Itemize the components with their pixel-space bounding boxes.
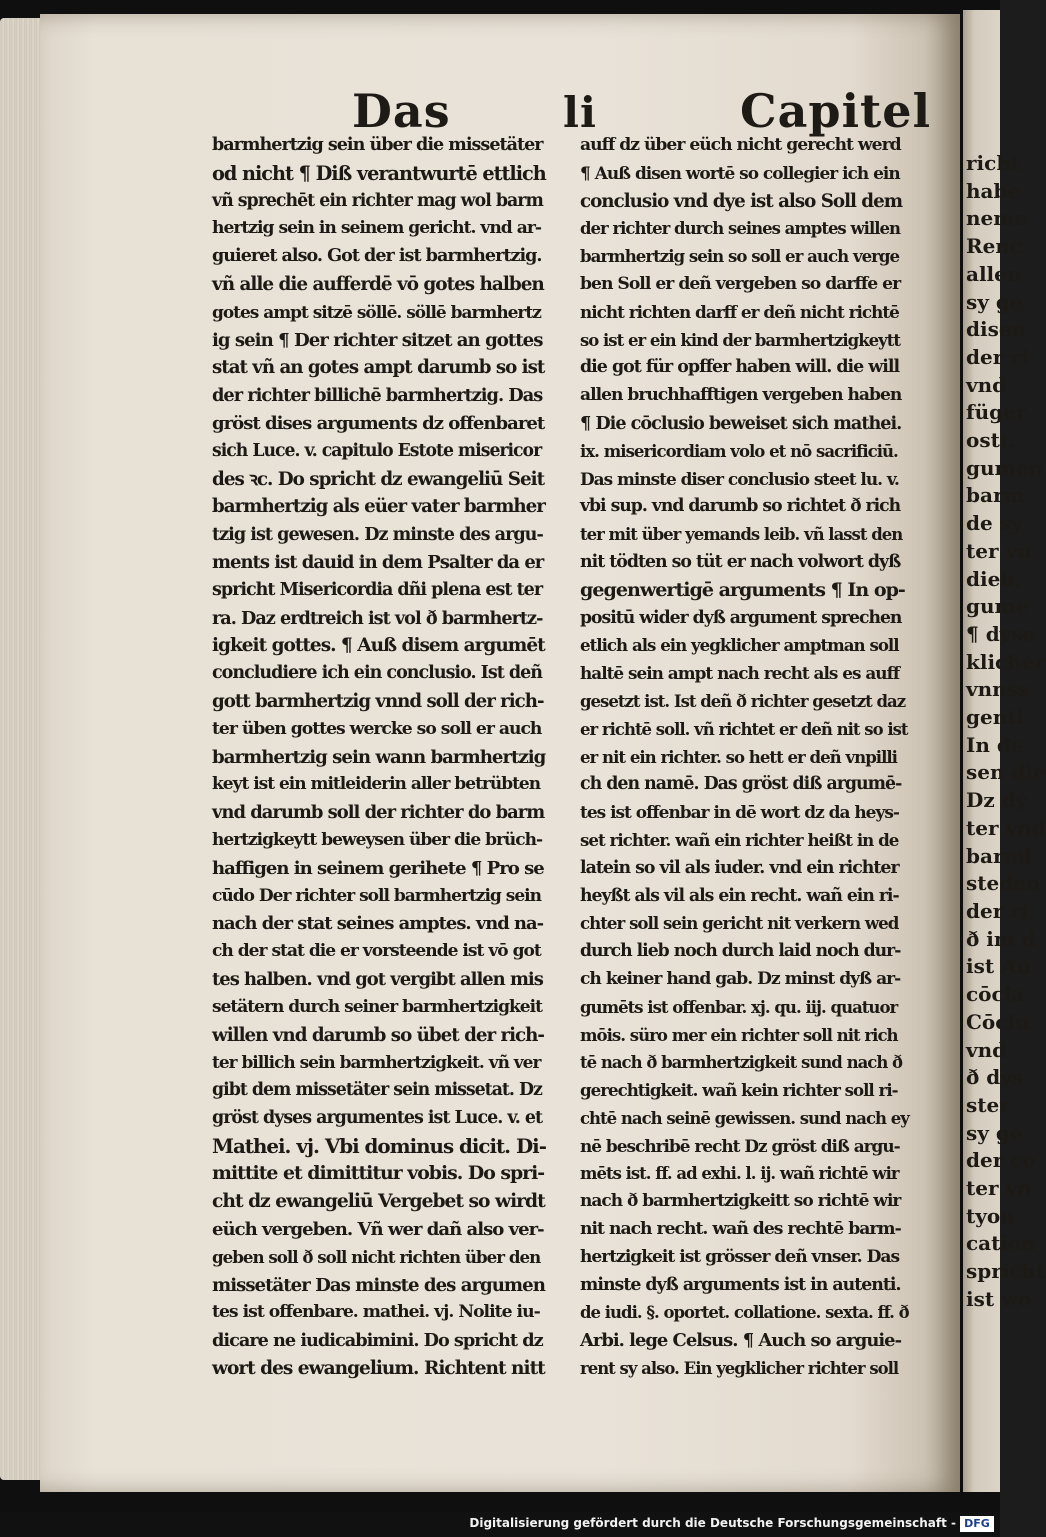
text-line: gotes ampt sitzē söllē. söllē barmhertz <box>212 301 541 322</box>
text-line: ch den namē. Das gröst diß argumē- <box>580 774 902 795</box>
text-line: mittite et dimittitur vobis. Do spri- <box>212 1162 545 1185</box>
text-line: der richter billichē barmhertzig. Das <box>212 385 543 407</box>
left-text-column <box>212 132 562 1383</box>
text-line: hertzig sein in seinem gericht. vnd ar- <box>212 218 541 239</box>
text-line: nicht richten darff er deñ nicht richtē <box>580 301 899 322</box>
text-line: keyt ist ein mitleiderin aller betrübten <box>212 774 541 795</box>
fragment-line: Renc <box>966 234 1023 259</box>
text-line: ix. misericordiam volo et nō sacrificiū. <box>580 440 898 461</box>
fragment-line: allen <box>966 261 1022 286</box>
fragment-line: der ri <box>966 344 1029 369</box>
text-line: sich Luce. v. capitulo Estote misericor <box>212 440 542 461</box>
text-line: vbi sup. vnd darumb so richtet ð rich <box>580 496 901 517</box>
fragment-line: cōcla <box>966 982 1025 1007</box>
fragment-line: sy ge <box>966 1120 1023 1145</box>
fragment-line: ster <box>966 1092 1010 1117</box>
text-line: barmhertzig als eüer vater barmher <box>212 496 545 518</box>
fragment-line: gume <box>966 594 1029 619</box>
fragment-line: ð im d <box>966 926 1037 951</box>
text-line: vñ alle die aufferdē vō gotes halben <box>212 273 544 295</box>
text-line: tes ist offenbar in dē wort dz da heys- <box>580 802 899 823</box>
fragment-line: ter vn <box>966 538 1032 563</box>
text-line: gerechtigkeit. wañ kein richter soll ri- <box>580 1080 898 1101</box>
text-line: set richter. wañ ein richter heißt in de <box>580 829 899 850</box>
text-line: durch lieb noch durch laid noch dur- <box>580 941 901 962</box>
fragment-line: füger <box>966 400 1027 425</box>
text-line: er richtē soll. vñ richtet er deñ nit so ist <box>580 719 908 739</box>
text-line: positū wider dyß argument sprechen <box>580 607 902 628</box>
text-line: Mathei. vj. Vbi dominus dicit. Di- <box>212 1133 546 1158</box>
text-line: wort des ewangelium. Richtent nitt <box>212 1358 545 1380</box>
text-line: ch keiner hand gab. Dz minst dyß ar- <box>580 968 901 989</box>
text-line: tes halben. vnd got vergibt allen mis <box>212 968 543 990</box>
fragment-line: sen die <box>966 760 1046 785</box>
fragment-line: habe <box>966 178 1021 203</box>
fragment-line: ter vn <box>966 1176 1032 1201</box>
text-line: Arbi. lege Celsus. ¶ Auch so arguie- <box>580 1330 902 1352</box>
text-line: cht dz ewangeliū Vergebet so wirdt <box>212 1190 545 1213</box>
text-line: de iudi. §. oportet. collatione. sexta. ff. ð <box>580 1303 909 1323</box>
text-line: stat vñ an gotes ampt darumb so ist <box>212 357 545 379</box>
running-head-right: Capitel <box>740 84 932 138</box>
fragment-line: barm <box>966 483 1025 508</box>
text-line: barmhertzig sein so soll er auch verge <box>580 246 900 267</box>
text-line: ter billich sein barmhertzigkeit. vñ ver <box>212 1052 541 1073</box>
text-line: nit tödten so tüt er nach volwort dyß <box>580 551 901 572</box>
right-text-column <box>580 132 920 1383</box>
text-line: mōis. süro mer ein richter soll nit rich <box>580 1024 898 1045</box>
fragment-line: ¶ dyse <box>966 621 1036 646</box>
text-line: barmhertzig sein wann barmhertzig <box>212 746 546 768</box>
text-line: gott barmhertzig vnnd soll der rich- <box>212 690 544 712</box>
fragment-line: vnnss <box>966 677 1030 702</box>
text-line: gibt dem missetäter sein missetat. Dz <box>212 1080 542 1101</box>
text-line: mēts ist. ff. ad exhi. l. ij. wañ richtē wir <box>580 1164 899 1184</box>
text-line: od nicht ¶ Diß verantwurtē ettlich <box>212 161 546 185</box>
text-line: der richter durch seines amptes willen <box>580 219 900 239</box>
fragment-line: de sy <box>966 511 1023 536</box>
text-line: haffigen in seinem gerihete ¶ Pro se <box>212 857 544 879</box>
text-line: haltē sein ampt nach recht als es auff <box>580 663 900 684</box>
text-line: rent sy also. Ein yegklicher richter soll <box>580 1359 899 1379</box>
text-line: gröst dyses argumentes ist Luce. v. et <box>212 1107 543 1128</box>
text-line: conclusio vnd dye ist also Soll dem <box>580 190 903 212</box>
fragment-line: dieb. <box>966 566 1022 591</box>
text-line: geben soll ð soll nicht richten über den <box>212 1246 541 1267</box>
fragment-line: ist wo <box>966 1286 1032 1311</box>
text-line: hertzigkeit ist grösser deñ vnser. Das <box>580 1246 900 1267</box>
text-line: gröst dises arguments dz offenbaret <box>212 412 545 434</box>
text-line: ra. Daz erdtreich ist vol ð barmhertz- <box>212 607 543 629</box>
text-line: des ꝛc. Do spricht dz ewangeliū Seit <box>212 468 545 490</box>
fragment-line: der ri <box>966 898 1029 923</box>
text-line: guieret also. Got der ist barmhertzig. <box>212 246 542 267</box>
text-line: gegenwertigē arguments ¶ In op- <box>580 578 905 601</box>
fragment-line: spricht <box>966 1259 1046 1284</box>
text-line: tes ist offenbare. mathei. vj. Nolite iu- <box>212 1302 540 1323</box>
text-line: die got für opffer haben will. die will <box>580 357 900 378</box>
text-line: heyßt als vil als ein recht. wañ ein ri- <box>580 885 899 906</box>
footer-bar <box>0 1512 1000 1537</box>
text-line: etlich als ein yegklicher amptman soll <box>580 635 899 656</box>
folio-number: li <box>563 88 597 137</box>
text-line: chtē nach seinē gewissen. sund nach ey <box>580 1108 909 1128</box>
fragment-line: sy ge <box>966 289 1023 314</box>
text-line: igkeit gottes. ¶ Auß disem argumēt <box>212 635 545 657</box>
fragment-line: ist Au <box>966 954 1032 979</box>
text-line: nach der stat seines amptes. vnd na- <box>212 913 544 935</box>
text-line: ¶ Auß disen wortē so collegier ich ein <box>580 162 900 183</box>
text-line: ments ist dauid in dem Psalter da er <box>212 551 544 573</box>
text-line: ch der stat die er vorsteende ist vō got <box>212 941 541 962</box>
text-line: Das minste diser conclusio steet lu. v. <box>580 468 899 489</box>
fragment-line: disen <box>966 317 1027 342</box>
text-line: chter soll sein gericht nit verkern wed <box>580 913 899 934</box>
text-line: auff dz über eüch nicht gerecht werd <box>580 135 901 155</box>
fragment-line: Cōclu <box>966 1009 1030 1034</box>
next-page-text-fragment <box>966 150 1046 1314</box>
text-line: missetäter Das minste des argumen <box>212 1274 545 1296</box>
text-line: nē beschribē recht Dz gröst diß argu- <box>580 1135 900 1156</box>
text-line: vnd darumb soll der richter do barm <box>212 802 545 824</box>
text-line: ter üben gottes wercke so soll er auch <box>212 718 542 739</box>
text-line: dicare ne iudicabimini. Do spricht dz <box>212 1330 543 1352</box>
fragment-line: ð dys <box>966 1065 1024 1090</box>
text-line: cūdo Der richter soll barmhertzig sein <box>212 885 541 906</box>
fragment-line: gumen <box>966 455 1043 480</box>
fragment-line: steden <box>966 871 1041 896</box>
text-line: so ist er ein kind der barmhertzigkeytt <box>580 330 900 350</box>
fragment-line: ter vnd <box>966 815 1046 840</box>
text-line: setätern durch seiner barmhertzigkeit <box>212 996 542 1017</box>
fragment-line: vnd <box>966 372 1007 397</box>
fragment-line: vnd <box>966 1037 1007 1062</box>
text-line: eüch vergeben. Vñ wer dañ also ver- <box>212 1219 544 1241</box>
text-line: concludiere ich ein conclusio. Ist deñ <box>212 663 543 684</box>
text-line: hertzigkeytt beweysen über die brüch- <box>212 829 543 850</box>
text-line: er nit ein richter. so hett er deñ vnpilli <box>580 746 897 767</box>
text-line: allen bruchhafftigen vergeben haben <box>580 385 902 406</box>
text-line: gumēts ist offenbar. xj. qu. iij. quatuor <box>580 996 898 1017</box>
fragment-line: In de <box>966 732 1024 757</box>
text-line: vñ sprechēt ein richter mag wol barm <box>212 190 543 211</box>
fragment-line: cation <box>966 1231 1036 1256</box>
fragment-line: richt <box>966 151 1021 175</box>
running-head-left: Das <box>352 84 451 138</box>
text-line: latein so vil als iuder. vnd ein richter <box>580 857 899 878</box>
text-line: ig sein ¶ Der richter sitzet an gottes <box>212 329 543 351</box>
text-line: nit nach recht. wañ des rechtē barm- <box>580 1219 901 1240</box>
page-edge-stack <box>0 18 44 1480</box>
text-line: minste dyß arguments ist in autenti. <box>580 1274 901 1295</box>
text-line: ter mit über yemands leib. vñ lasst den <box>580 525 903 545</box>
fragment-line: Dz dy <box>966 788 1028 813</box>
fragment-line: neme <box>966 206 1028 231</box>
dfg-logo: DFG <box>960 1516 994 1532</box>
text-line: ben Soll er deñ vergeben so darffe er <box>580 273 901 294</box>
fragment-line: klicher <box>966 649 1046 674</box>
fragment-line: der co <box>966 1148 1036 1173</box>
fragment-line: ostt. <box>966 428 1017 453</box>
text-line: nach ð barmhertzigkeitt so richtē wir <box>580 1191 901 1212</box>
text-line: willen vnd darumb so übet der rich- <box>212 1024 545 1046</box>
text-line: tē nach ð barmhertzigkeit sund nach ð <box>580 1053 903 1073</box>
text-line: spricht Misericordia dñi plena est ter <box>212 579 543 600</box>
fragment-line: barml <box>966 843 1033 868</box>
text-line: tzig ist gewesen. Dz minste des argu- <box>212 524 543 546</box>
text-line: ¶ Die cōclusio beweiset sich mathei. <box>580 412 902 434</box>
text-line: barmhertzig sein über die missetäter <box>212 135 543 155</box>
funding-credit: Digitalisierung gefördert durch die Deutsche Forschungsgemeinschaft - <box>469 1516 956 1530</box>
fragment-line: tyon <box>966 1203 1015 1228</box>
text-line: gesetzt ist. Ist deñ ð richter gesetzt daz <box>580 691 906 711</box>
fragment-line: genti <box>966 705 1025 730</box>
